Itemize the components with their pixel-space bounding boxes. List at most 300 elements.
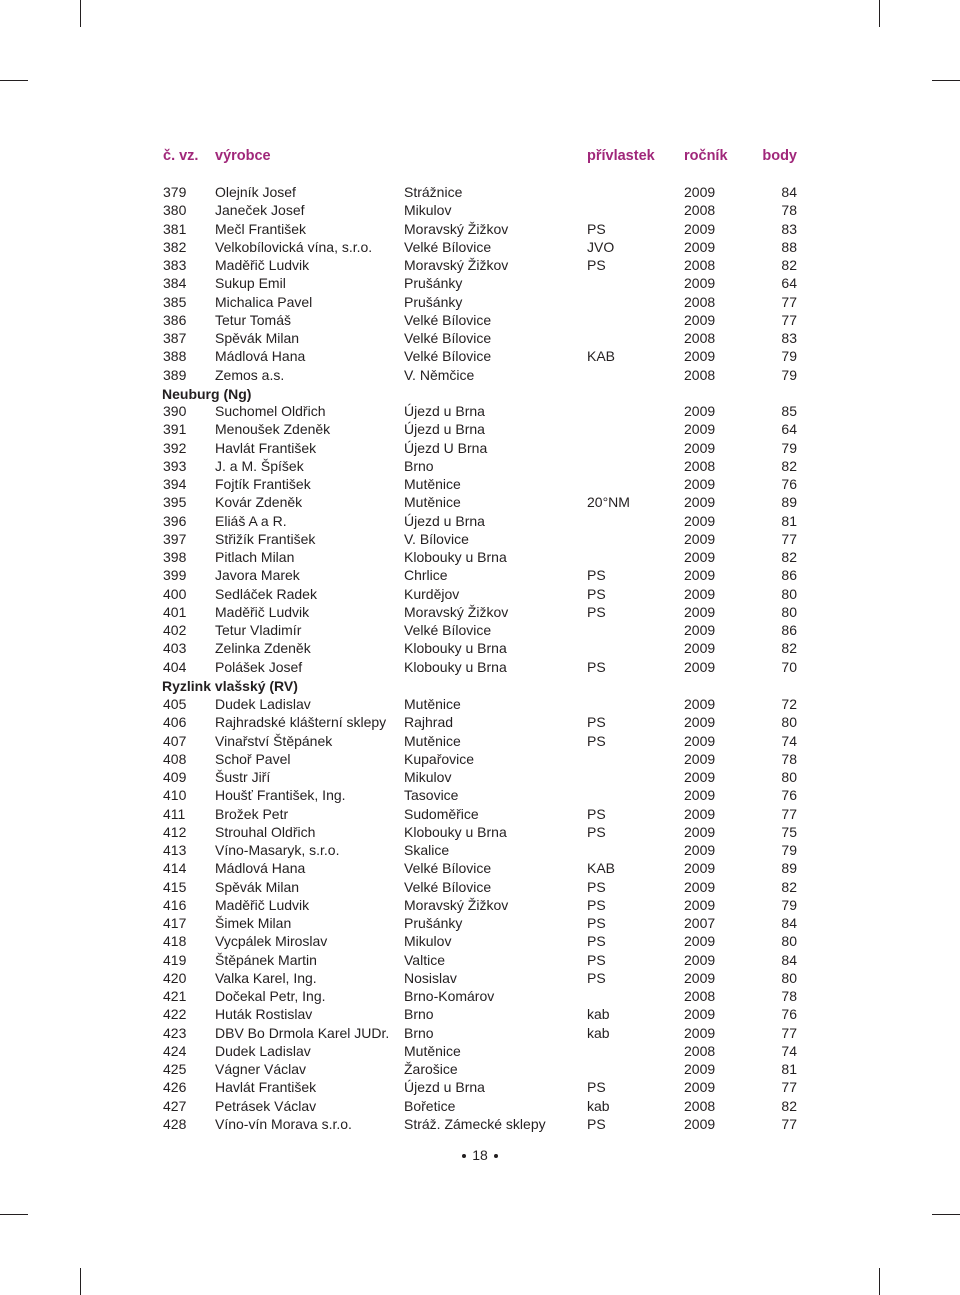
points: 76 [781,1006,797,1023]
producer-name: Štěpánek Martin [215,951,317,968]
producer-place: Mutěnice [404,494,461,511]
producer-name: Dudek Ladislav [215,1042,311,1059]
entry-number: 387 [163,330,187,346]
producer-place: Skalice [404,842,450,858]
entry-number: 417 [163,915,187,931]
points: 80 [781,933,797,950]
entry-number: 418 [163,933,187,950]
producer-place: Velké Bílovice [404,238,492,255]
table-row [162,658,799,676]
page-footer [0,1147,960,1163]
producer-name: Dočekal Petr, Ing. [215,988,326,1004]
producer-place: Kupařovice [404,750,475,767]
entry-number: 416 [163,896,187,913]
points: 72 [781,696,797,712]
vintage: 2009 [684,787,716,804]
entry-number: 423 [163,1024,187,1041]
producer-name: Spěvák Milan [215,878,300,895]
table-row [162,457,799,475]
points: 80 [781,769,797,785]
producer-name: Havlát František [215,439,317,456]
entry-number: 395 [163,494,187,511]
vintage: 2009 [684,750,716,767]
points: 82 [781,640,797,657]
table-row [162,932,799,950]
points: 81 [781,512,797,529]
producer-name: Javora Marek [215,567,300,584]
entry-number: 402 [163,622,187,638]
producer-place: Strážnice [404,184,463,200]
vintage: 2009 [684,896,716,913]
entry-number: 407 [163,732,187,749]
points: 86 [781,622,797,638]
vintage: 2008 [684,257,716,273]
producer-name: Maděřič Ludvik [215,896,310,913]
producer-place: Velké Bílovice [404,860,492,877]
entry-number: 406 [163,714,187,731]
vintage: 2009 [684,238,716,255]
points: 64 [781,275,797,292]
entry-number: 399 [163,567,187,584]
producer-name: Havlát František [215,1079,317,1096]
vintage: 2009 [684,549,716,565]
points: 77 [781,530,797,547]
producer-name: Zemos a.s. [215,366,285,383]
attribute: PS [587,1079,606,1096]
producer-place: Újezd u Brna [404,403,485,419]
vintage: 2009 [684,714,716,731]
attribute: PS [587,603,606,620]
producer-name: Velkobílovická vína, s.r.o. [215,238,373,255]
producer-name: Pitlach Milan [215,549,295,565]
points: 77 [781,293,797,310]
vintage: 2009 [684,1006,716,1023]
producer-place: Velké Bílovice [404,622,492,638]
attribute: kab [587,1097,610,1114]
points: 76 [781,787,797,804]
points: 89 [781,860,797,877]
attribute: PS [587,732,606,749]
attribute: PS [587,1115,606,1132]
entry-number: 412 [163,823,187,840]
points: 77 [781,1024,797,1041]
vintage: 2009 [684,1079,716,1096]
producer-place: Mikulov [404,769,452,785]
entry-number: 428 [163,1115,187,1132]
table-row [162,293,799,311]
table-row [162,512,799,530]
attribute: PS [587,896,606,913]
table-header [162,146,799,168]
crop-mark-bottom-left [80,1268,81,1295]
table-row [162,786,799,804]
entry-number: 426 [163,1079,187,1096]
points: 77 [781,1115,797,1132]
attribute: kab [587,1024,610,1041]
table-row [162,713,799,731]
producer-name: Schoř Pavel [215,750,291,767]
producer-place: Mutěnice [404,476,461,492]
vintage: 2008 [684,330,716,346]
points: 79 [781,842,797,858]
vintage: 2008 [684,1097,716,1114]
producer-place: Velké Bílovice [404,330,492,346]
producer-place: Brno [404,457,434,474]
vintage: 2009 [684,585,716,602]
points: 78 [781,988,797,1004]
producer-name: Mečl František [215,220,307,237]
vintage: 2009 [684,403,716,419]
table-row [162,823,799,841]
table-row [162,878,799,896]
table-row [162,859,799,877]
producer-place: Nosislav [404,969,457,986]
producer-place: Tasovice [404,787,459,804]
attribute: PS [587,658,606,675]
vintage: 2009 [684,933,716,950]
producer-name: Huták Rostislav [215,1006,313,1023]
points: 82 [781,1097,797,1114]
vintage: 2009 [684,439,716,456]
table-row [162,366,799,384]
entry-number: 394 [163,476,187,492]
producer-name: Dudek Ladislav [215,696,311,712]
producer-name: Polášek Josef [215,658,303,675]
producer-place: V. Bílovice [404,530,469,547]
producer-name: Valka Karel, Ing. [215,969,317,986]
producer-name: Zelinka Zdeněk [215,640,311,657]
vintage: 2009 [684,969,716,986]
table-row [162,256,799,274]
points: 83 [781,220,797,237]
points: 74 [781,1042,797,1059]
points: 85 [781,403,797,419]
crop-mark-right-upper [932,80,960,81]
attribute: PS [587,220,606,237]
table-row [162,220,799,238]
producer-name: Sedláček Radek [215,585,317,602]
entry-number: 404 [163,658,187,675]
producer-place: Moravský Žižkov [404,896,509,913]
footer-dot-right [494,1154,498,1158]
points: 82 [781,549,797,565]
attribute: 20°NM [587,494,630,511]
table-row [162,914,799,932]
entry-number: 400 [163,585,187,602]
entry-number: 420 [163,969,187,986]
points: 76 [781,476,797,492]
table-row [162,987,799,1005]
page-number: 18 [472,1147,488,1163]
vintage: 2009 [684,220,716,237]
vintage: 2009 [684,530,716,547]
attribute: KAB [587,348,616,365]
crop-mark-top-left [80,0,81,27]
entry-number: 405 [163,696,187,712]
entry-number: 381 [163,220,187,237]
attribute: PS [587,915,606,931]
producer-name: Maděřič Ludvik [215,257,310,273]
vintage: 2009 [684,878,716,895]
attribute: PS [587,823,606,840]
entry-number: 388 [163,348,187,365]
entry-number: 403 [163,640,187,657]
entry-number: 427 [163,1097,187,1114]
producer-name: J. a M. Špíšek [215,457,304,474]
points: 84 [781,951,797,968]
producer-name: Maděřič Ludvik [215,603,310,620]
entry-number: 415 [163,878,187,895]
table-row [162,311,799,329]
entry-number: 379 [163,184,187,200]
table-row [162,420,799,438]
points: 79 [781,439,797,456]
producer-place: Moravský Žižkov [404,220,509,237]
section-title-neuburg: Neuburg (Ng) [162,386,252,402]
producer-name: Olejník Josef [215,184,296,200]
header-vintage: ročník [684,148,728,164]
attribute: PS [587,585,606,602]
points: 81 [781,1061,797,1077]
entry-number: 397 [163,530,187,547]
producer-name: Eliáš A a R. [215,512,287,529]
producer-place: Kurdějov [404,585,460,602]
producer-name: Šimek Milan [215,915,292,931]
producer-name: Suchomel Oldřich [215,403,326,419]
producer-place: Újezd u Brna [404,512,485,529]
table-row [162,238,799,256]
crop-mark-left-lower [0,1214,28,1215]
producer-place: Klobouky u Brna [404,823,507,840]
producer-name: Brožek Petr [215,805,289,822]
attribute: KAB [587,860,616,877]
table-row [162,841,799,859]
entry-number: 385 [163,293,187,310]
producer-name: Mádlová Hana [215,348,306,365]
vintage: 2009 [684,476,716,492]
points: 78 [781,750,797,767]
table-row [162,493,799,511]
table-row [162,1060,799,1078]
producer-name: Petrásek Václav [215,1097,317,1114]
table-row [162,1115,799,1133]
producer-name: Vinařství Štěpánek [215,732,333,749]
points: 79 [781,896,797,913]
entry-number: 422 [163,1006,187,1023]
producer-name: Spěvák Milan [215,330,300,346]
points: 79 [781,348,797,365]
table-row [162,530,799,548]
attribute: JVO [587,238,615,255]
vintage: 2009 [684,494,716,511]
points: 89 [781,494,797,511]
producer-place: Prušánky [404,915,463,931]
table-row [162,347,799,365]
entry-number: 413 [163,842,187,858]
producer-name: Strouhal Oldřich [215,823,316,840]
table-row [162,805,799,823]
points: 80 [781,585,797,602]
table-row [162,585,799,603]
entry-number: 424 [163,1042,187,1059]
points: 70 [781,658,797,675]
producer-place: Chrlice [404,567,448,584]
vintage: 2009 [684,275,716,292]
vintage: 2009 [684,842,716,858]
entry-number: 383 [163,257,187,273]
entry-number: 391 [163,421,187,438]
table-row [162,768,799,786]
producer-place: Prušánky [404,293,463,310]
entry-number: 386 [163,311,187,328]
points: 82 [781,878,797,895]
entry-number: 409 [163,769,187,785]
vintage: 2009 [684,184,716,200]
producer-name: Sukup Emil [215,275,286,292]
vintage: 2009 [684,860,716,877]
attribute: PS [587,567,606,584]
producer-name: Michalica Pavel [215,293,313,310]
producer-name: Tetur Vladimír [215,622,302,638]
entry-number: 396 [163,512,187,529]
entry-number: 414 [163,860,187,877]
vintage: 2009 [684,696,716,712]
producer-name: Víno-Masaryk, s.r.o. [215,842,340,858]
entry-number: 408 [163,750,187,767]
vintage: 2008 [684,988,716,1004]
vintage: 2007 [684,915,716,931]
vintage: 2009 [684,311,716,328]
producer-place: Stráž. Zámecké sklepy [404,1115,546,1132]
table-row [162,732,799,750]
producer-place: Brno [404,1006,434,1023]
producer-place: Mikulov [404,933,452,950]
producer-place: Klobouky u Brna [404,640,507,657]
attribute: PS [587,969,606,986]
attribute: PS [587,951,606,968]
producer-place: Klobouky u Brna [404,549,507,565]
vintage: 2009 [684,567,716,584]
header-points: body [762,148,797,164]
producer-place: Mutěnice [404,732,461,749]
vintage: 2008 [684,457,716,474]
points: 80 [781,714,797,731]
producer-place: Rajhrad [404,714,454,731]
entry-number: 384 [163,275,187,292]
table-row [162,969,799,987]
entry-number: 401 [163,603,187,620]
producer-place: Velké Bílovice [404,878,492,895]
producer-place: V. Němčice [404,366,475,383]
producer-place: Bořetice [404,1097,456,1114]
crop-mark-top-right [879,0,880,27]
producer-place: Žarošice [404,1061,458,1077]
table-row [162,548,799,566]
points: 77 [781,1079,797,1096]
table-row [162,896,799,914]
producer-place: Sudoměřice [404,805,479,822]
attribute: PS [587,933,606,950]
vintage: 2008 [684,202,716,219]
table-row [162,621,799,639]
table-row [162,1042,799,1060]
table-row [162,566,799,584]
vintage: 2009 [684,603,716,620]
entry-number: 390 [163,403,187,419]
points: 80 [781,969,797,986]
vintage: 2009 [684,622,716,638]
producer-place: Klobouky u Brna [404,658,507,675]
vintage: 2009 [684,512,716,529]
producer-name: Rajhradské klášterní sklepy [215,714,387,731]
table-row [162,951,799,969]
producer-name: DBV Bo Drmola Karel JUDr. [215,1024,390,1041]
points: 86 [781,567,797,584]
table-row [162,1078,799,1096]
entry-number: 382 [163,238,187,255]
table-row [162,695,799,713]
producer-place: Moravský Žižkov [404,603,509,620]
header-attribute: přívlastek [587,148,655,164]
producer-place: Moravský Žižkov [404,257,509,273]
table-row [162,639,799,657]
vintage: 2009 [684,1061,716,1077]
vintage: 2008 [684,1042,716,1059]
vintage: 2009 [684,805,716,822]
vintage: 2009 [684,348,716,365]
crop-mark-left-upper [0,80,28,81]
producer-place: Valtice [404,951,445,968]
vintage: 2009 [684,1024,716,1041]
entry-number: 380 [163,202,187,219]
producer-place: Velké Bílovice [404,348,492,365]
producer-name: Menoušek Zdeněk [215,421,331,438]
producer-place: Újezd u Brna [404,421,485,438]
table-row [162,329,799,347]
entry-number: 421 [163,988,187,1004]
table-row [162,274,799,292]
attribute: PS [587,714,606,731]
vintage: 2008 [684,366,716,383]
producer-name: Víno-vín Morava s.r.o. [215,1115,352,1132]
header-producer: výrobce [215,148,271,164]
points: 82 [781,257,797,273]
vintage: 2009 [684,951,716,968]
points: 78 [781,202,797,219]
crop-mark-bottom-right [879,1268,880,1295]
table-row [162,183,799,201]
table-row [162,475,799,493]
vintage: 2009 [684,823,716,840]
table-row [162,439,799,457]
attribute: PS [587,805,606,822]
producer-name: Janeček Josef [215,202,305,219]
vintage: 2009 [684,640,716,657]
table-row [162,603,799,621]
table-row [162,1097,799,1115]
producer-name: Vágner Václav [215,1061,307,1077]
entry-number: 410 [163,787,187,804]
attribute: kab [587,1006,610,1023]
producer-name: Tetur Tomáš [215,311,291,328]
producer-place: Mutěnice [404,1042,461,1059]
producer-name: Houšť František, Ing. [215,787,346,804]
points: 75 [781,823,797,840]
table-row [162,201,799,219]
entry-number: 398 [163,549,187,565]
vintage: 2009 [684,1115,716,1132]
attribute: PS [587,257,606,273]
